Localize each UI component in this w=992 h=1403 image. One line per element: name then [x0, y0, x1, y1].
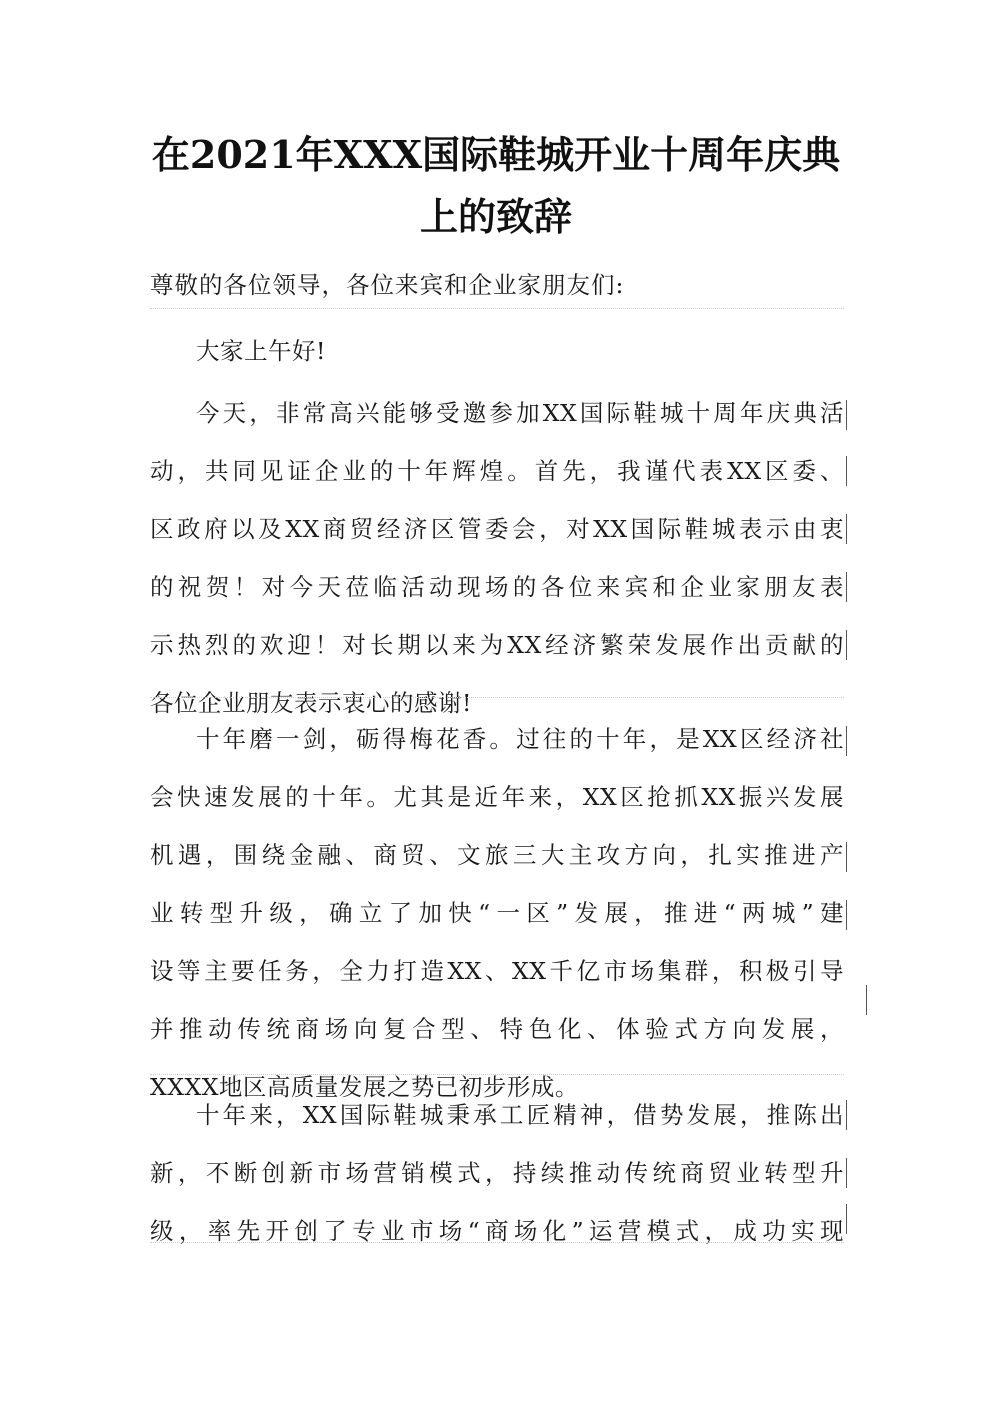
- line-end-mark: [866, 985, 867, 1015]
- document-title: [0, 124, 992, 248]
- line-end-mark: [846, 514, 847, 544]
- paragraph-2-line: 业转型升级，确立了加快“一区”发展，推进“两城”建: [150, 899, 844, 927]
- line-end-mark: [846, 456, 847, 486]
- line-end-mark: [846, 400, 847, 430]
- paragraph-1-line: 今天，非常高兴能够受邀参加XX国际鞋城十周年庆典活: [196, 399, 844, 427]
- paragraph-divider: [150, 1074, 844, 1075]
- paragraph-2-line: 十年磨一剑，砺得梅花香。过往的十年，是XX区经济社: [196, 725, 844, 753]
- paragraph-3: [150, 1086, 844, 1260]
- paragraph-2-line: XXXX地区高质量发展之势已初步形成。: [150, 1073, 579, 1101]
- paragraph-2-line: 会快速发展的十年。尤其是近年来，XX区抢抓XX振兴发展: [150, 783, 844, 811]
- line-end-mark: [846, 630, 847, 660]
- paragraph-1-line: 动，共同见证企业的十年辉煌。首先，我谨代表XX区委、: [150, 457, 844, 485]
- paragraph-3-line: 新，不断创新市场营销模式，持续推动传统商贸业转型升: [150, 1159, 844, 1187]
- line-end-mark: [846, 726, 847, 756]
- paragraph-2-line: 机遇，围绕金融、商贸、文旅三大主攻方向，扎实推进产: [150, 841, 844, 869]
- paragraph-1-line: 的祝贺！对今天莅临活动现场的各位来宾和企业家朋友表: [150, 573, 844, 601]
- paragraph-1-line: 区政府以及XX商贸经济区管委会，对XX国际鞋城表示由衷: [150, 515, 844, 543]
- paragraph-2: [150, 710, 844, 1116]
- paragraph-2-line: 并推动传统商场向复合型、特色化、体验式方向发展，: [150, 1015, 844, 1043]
- paragraph-2-line: 设等主要任务，全力打造XX、XX千亿市场集群，积极引导: [150, 957, 844, 985]
- greeting-paragraph: [150, 322, 844, 380]
- greeting: 大家上午好!: [196, 337, 326, 365]
- line-end-mark: [846, 572, 847, 602]
- line-end-mark: [846, 842, 847, 872]
- line-end-mark: [846, 1204, 847, 1234]
- paragraph-3-line: 级，率先开创了专业市场“商场化”运营模式，成功实现: [150, 1217, 844, 1245]
- paragraph-3-line: 十年来，XX国际鞋城秉承工匠精神，借势发展，推陈出: [196, 1101, 844, 1129]
- paragraph-1: [150, 384, 844, 732]
- title-line-1: 在2021年XXX国际鞋城开业十周年庆典: [151, 132, 841, 177]
- paragraph-1-line: 示热烈的欢迎！对长期以来为XX经济繁荣发展作出贡献的: [150, 631, 844, 659]
- paragraph-1-line: 各位企业朋友表示衷心的感谢!: [150, 689, 472, 717]
- line-end-mark: [846, 1158, 847, 1188]
- paragraph-divider: [150, 1242, 844, 1243]
- paragraph-divider: [150, 308, 844, 309]
- salutation: 尊敬的各位领导，各位来宾和企业家朋友们:: [150, 271, 625, 299]
- title-line-2: 上的致辞: [419, 194, 572, 239]
- line-end-mark: [846, 1100, 847, 1130]
- paragraph-divider: [150, 697, 844, 698]
- line-end-mark: [846, 900, 847, 930]
